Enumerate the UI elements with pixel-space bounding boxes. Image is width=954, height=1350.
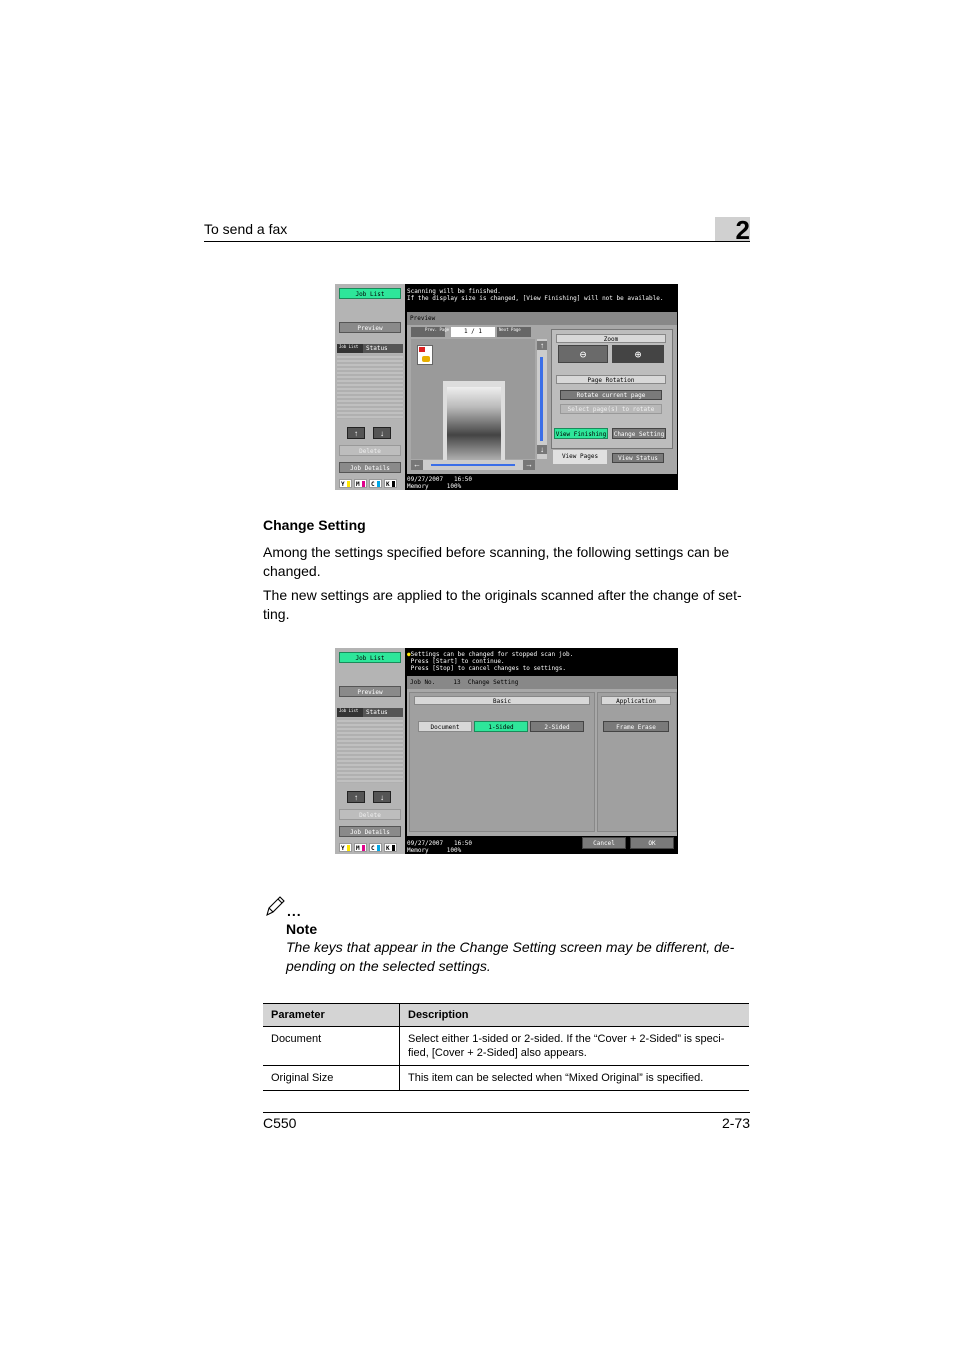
frame-erase-button[interactable]: Frame Erase (603, 721, 669, 732)
cancel-button[interactable]: Cancel (582, 837, 626, 849)
status-bar-2: 09/27/2007 16:50 Memory 100% (407, 840, 473, 854)
note-dots: ... (287, 903, 302, 919)
two-sided-button[interactable]: 2-Sided (530, 721, 584, 732)
toner-k: K (384, 479, 397, 488)
vertical-scrollbar[interactable] (537, 339, 547, 459)
job-details-button[interactable]: Job Details (339, 462, 401, 473)
document-label: Document (418, 721, 472, 732)
toner-c: C (369, 479, 382, 488)
control-panel (551, 329, 673, 449)
footer-model: C550 (263, 1115, 297, 1131)
paragraph-1: Among the settings specified before scanning, the following settings can be changed. (263, 544, 730, 579)
table-header-parameter: Parameter (263, 1004, 400, 1027)
toner-c: C (369, 843, 382, 852)
job-status-tabs (337, 344, 403, 353)
status-bar: 09/27/2007 16:50 Memory 100% (407, 476, 473, 490)
section-heading: Change Setting (263, 517, 366, 533)
job-list-area (337, 354, 403, 419)
scroll-up-button[interactable] (347, 427, 365, 439)
chapter-number: 2 (735, 215, 750, 245)
footer-page-number: 2-73 (721, 1115, 750, 1131)
tab-status[interactable]: Status (363, 344, 403, 353)
horizontal-scrollbar[interactable] (411, 460, 535, 470)
preview-screen (335, 284, 678, 490)
job-list-button[interactable]: Job List (339, 288, 401, 299)
table-header-row (263, 1004, 749, 1027)
rotate-current-page-button[interactable]: Rotate current page (560, 390, 662, 400)
message-area: Scanning will be finished. If the display size is changed, [View Finishing] will not be available. (407, 288, 664, 302)
tab-view-status[interactable]: View Status (612, 453, 664, 463)
zoom-in-icon: ⊕ (634, 348, 642, 361)
table-header-description: Description (400, 1004, 750, 1027)
view-finishing-button[interactable]: View Finishing (554, 428, 608, 439)
parameter-table (263, 1003, 749, 1091)
toner-m: M (354, 479, 367, 488)
application-section (597, 692, 677, 832)
document-icon (417, 345, 433, 365)
zoom-label: Zoom (556, 334, 666, 343)
table-cell-description: This item can be selected when “Mixed Original” is specified. (400, 1066, 750, 1091)
preview-panel (407, 312, 677, 474)
change-setting-button[interactable]: Change Setting (612, 428, 666, 439)
running-header: To send a fax (204, 221, 288, 237)
scroll-down-icon[interactable]: ↓ (537, 445, 547, 454)
scroll-left-icon[interactable]: ← (413, 460, 421, 469)
ok-button[interactable]: OK (630, 837, 674, 849)
job-list-area-2 (337, 718, 403, 783)
zoom-out-icon: ⊖ (579, 348, 587, 361)
header-rule (204, 241, 750, 242)
prev-page-button[interactable]: Prev. Page (411, 327, 445, 337)
next-page-button[interactable]: Next Page (497, 327, 531, 337)
preview-button[interactable]: Preview (339, 322, 401, 333)
delete-button[interactable]: Delete (339, 445, 401, 456)
page-counter: 1 / 1 (451, 327, 495, 337)
toner-y: Y (339, 843, 352, 852)
job-title-bar: Job No. 13 Change Setting (407, 676, 677, 689)
scroll-right-icon[interactable]: → (525, 460, 533, 469)
arrow-down-icon: ↓ (380, 793, 384, 802)
scroll-up-button-2[interactable] (347, 791, 365, 803)
zoom-in-button[interactable] (612, 345, 664, 363)
left-panel (335, 284, 405, 490)
select-pages-rotate-button[interactable]: Select page(s) to rotate (560, 404, 662, 414)
arrow-up-icon: ↑ (354, 429, 358, 438)
table-cell-description: Select either 1-sided or 2-sided. If the “Cover + 2-Sided” is speci-fied, [Cover + 2-Sided] also appears. (400, 1027, 750, 1066)
table-cell-parameter: Original Size (263, 1066, 400, 1091)
page-rotation-label: Page Rotation (556, 375, 666, 384)
footer-rule (263, 1112, 750, 1113)
page-preview-area (411, 339, 535, 459)
toner-m: M (354, 843, 367, 852)
tab-job-list-small-2[interactable]: Job List (339, 708, 359, 713)
toner-indicator-2 (339, 843, 397, 852)
toner-k: K (384, 843, 397, 852)
table-row (263, 1066, 749, 1091)
table-cell-parameter: Document (263, 1027, 400, 1066)
table-row (263, 1027, 749, 1066)
change-setting-screen (335, 648, 678, 854)
tab-view-pages[interactable]: View Pages (553, 450, 607, 464)
job-details-button-2[interactable]: Job Details (339, 826, 401, 837)
scroll-down-button[interactable] (373, 427, 391, 439)
left-panel-2 (335, 648, 405, 854)
toner-indicator (339, 479, 397, 488)
application-label: Application (601, 696, 671, 705)
settings-panel (407, 676, 677, 836)
info-bulb-icon: ● (407, 651, 411, 658)
one-sided-button[interactable]: 1-Sided (474, 721, 528, 732)
arrow-up-icon: ↑ (354, 793, 358, 802)
job-status-tabs-2 (337, 708, 403, 717)
note-text: The keys that appear in the Change Setting screen may be different, de-pending on the selected settings. (286, 939, 735, 974)
note-label: Note (286, 921, 318, 937)
job-list-button-2[interactable]: Job List (339, 652, 401, 663)
page-thumbnail (443, 381, 505, 469)
delete-button-2[interactable]: Delete (339, 809, 401, 820)
tab-job-list-small[interactable]: Job List (339, 344, 359, 349)
paragraph-2: The new settings are applied to the originals scanned after the change of set-ting. (263, 587, 742, 622)
basic-label: Basic (414, 696, 590, 705)
scroll-down-button-2[interactable] (373, 791, 391, 803)
scroll-up-icon[interactable]: ↑ (537, 341, 547, 350)
toner-y: Y (339, 479, 352, 488)
message-area-2: ●Settings can be changed for stopped scan job. Press [Start] to continue. Press [Stop] to cancel changes to settings. (407, 651, 574, 672)
section-title: Preview (407, 312, 677, 325)
arrow-down-icon: ↓ (380, 429, 384, 438)
basic-section (409, 692, 595, 832)
tab-status-2[interactable]: Status (363, 708, 403, 717)
zoom-out-button[interactable] (558, 345, 608, 363)
preview-button-2[interactable]: Preview (339, 686, 401, 697)
